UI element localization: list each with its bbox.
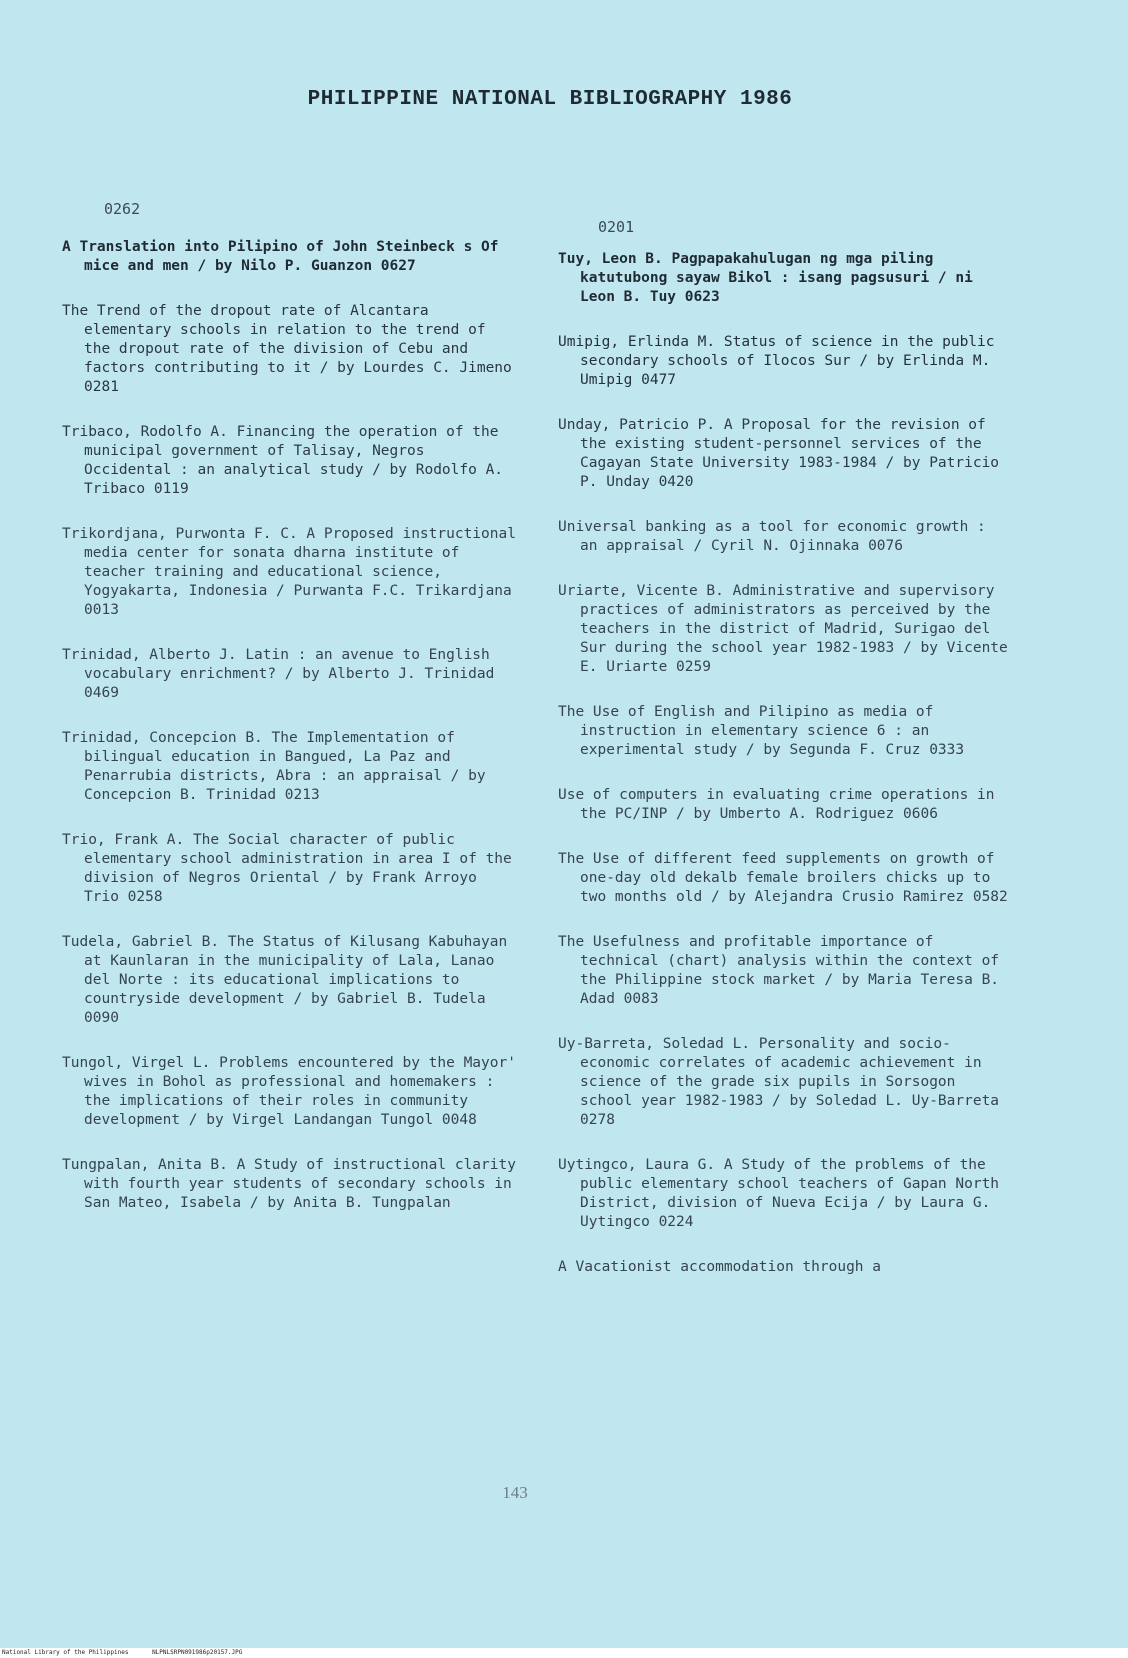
bibliography-entry: A Vacationist accommodation through a — [558, 1259, 882, 1275]
bibliography-entry: Trinidad, Concepcion B. The Implementation of bilingual education in Bangued, La Paz and Penarrubia districts, Abra : an appraisal / by Concepcion B. Trinidad 0213 — [62, 730, 495, 803]
bibliography-entry: Uriarte, Vicente B. Administrative and supervisory practices of administrators as perceived by the teachers in the district of Madrid, Surigao del Sur during the school year 1982-1983 / by Vicente E. Uriarte 0259 — [558, 583, 1017, 675]
scan-footer — [0, 1648, 1128, 1658]
page-number: 143 — [502, 1483, 528, 1502]
left-column — [62, 238, 525, 1239]
bibliography-entry: The Use of English and Pilipino as media of instruction in elementary science 6 : an experimental study / by Segunda F. Cruz 0333 — [558, 704, 965, 758]
footer-library-name: National Library of the Philippines — [2, 1649, 129, 1656]
bibliography-entry: Universal banking as a tool for economic growth : an appraisal / Cyril N. Ojinnaka 0076 — [558, 519, 995, 554]
bibliography-entry: Tribaco, Rodolfo A. Financing the operation of the municipal government of Talisay, Negros Occidental : an analytical study / by Rodolfo A. Tribaco 0119 — [62, 424, 512, 497]
footer-file-name: NLPNLSRPN091986p20157.JPG — [152, 1649, 243, 1656]
bibliography-entry: Tungpalan, Anita B. A Study of instructional clarity with fourth year students of secondary schools in San Mateo, Isabela / by Anita B. Tungpalan — [62, 1157, 525, 1211]
bibliography-entry: Use of computers in evaluating crime operations in the PC/INP / by Umberto A. Rodriguez 0606 — [558, 787, 1004, 822]
right-column-code: 0201 — [598, 218, 635, 236]
right-column — [558, 250, 1017, 1303]
bibliography-entry: Uytingco, Laura G. A Study of the problems of the public elementary school teachers of Gapan North District, division of Nueva Ecija / by Laura G. Uytingco 0224 — [558, 1157, 1008, 1230]
left-column-code: 0262 — [104, 200, 141, 218]
bibliography-entry: The Trend of the dropout rate of Alcantara elementary schools in relation to the trend of the dropout rate of the division of Cebu and factors contributing to it / by Lourdes C. Jimeno 0281 — [62, 303, 521, 395]
bibliography-entry: Tungol, Virgel L. Problems encountered by the Mayor' wives in Bohol as professional and homemakers : the implications of their roles in community development / by Virgel Landangan Tungol 0048 — [62, 1055, 525, 1128]
bibliography-entry: Unday, Patricio P. A Proposal for the revision of the existing student-personnel services of the Cagayan State University 1983-1984 / by Patricio P. Unday 0420 — [558, 417, 1008, 490]
bibliography-entry: Uy-Barreta, Soledad L. Personality and socio-economic correlates of academic achievement in science of the grade six pupils in Sorsogon school year 1982-1983 / by Soledad L. Uy-Barreta 0278 — [558, 1036, 1008, 1128]
page-title: PHILIPPINE NATIONAL BIBLIOGRAPHY 1986 — [307, 88, 793, 111]
bibliography-entry: Trio, Frank A. The Social character of public elementary school administration in area I of the division of Negros Oriental / by Frank Arroyo Trio 0258 — [62, 832, 521, 905]
bibliography-entry: The Usefulness and profitable importance of technical (chart) analysis within the context of the Philippine stock market / by Maria Teresa B. Adad 0083 — [558, 934, 1008, 1007]
bibliography-entry: Trikordjana, Purwonta F. C. A Proposed instructional media center for sonata dharna institute of teacher training and educational science, Yogyakarta, Indonesia / Purwanta F.C. Trikardjana 0013 — [62, 526, 525, 618]
bibliography-entry: The Use of different feed supplements on growth of one-day old dekalb female broilers chicks up to two months old / by Alejandra Crusio Ramirez 0582 — [558, 851, 1008, 905]
bibliography-entry: A Translation into Pilipino of John Steinbeck s Of mice and men / by Nilo P. Guanzon 0627 — [62, 239, 508, 274]
bibliography-entry: Trinidad, Alberto J. Latin : an avenue to English vocabulary enrichment? / by Alberto J. Trinidad 0469 — [62, 647, 504, 701]
bibliography-entry: Umipig, Erlinda M. Status of science in the public secondary schools of Ilocos Sur / by Erlinda M. Umipig 0477 — [558, 334, 1004, 388]
bibliography-entry: Tuy, Leon B. Pagpapakahulugan ng mga piling katutubong sayaw Bikol : isang pagsusuri / ni Leon B. Tuy 0623 — [558, 251, 982, 305]
bibliography-entry: Tudela, Gabriel B. The Status of Kilusang Kabuhayan at Kaunlaran in the municipality of Lala, Lanao del Norte : its educational implications to countryside development / by Gabriel B. Tudela 0090 — [62, 934, 516, 1026]
